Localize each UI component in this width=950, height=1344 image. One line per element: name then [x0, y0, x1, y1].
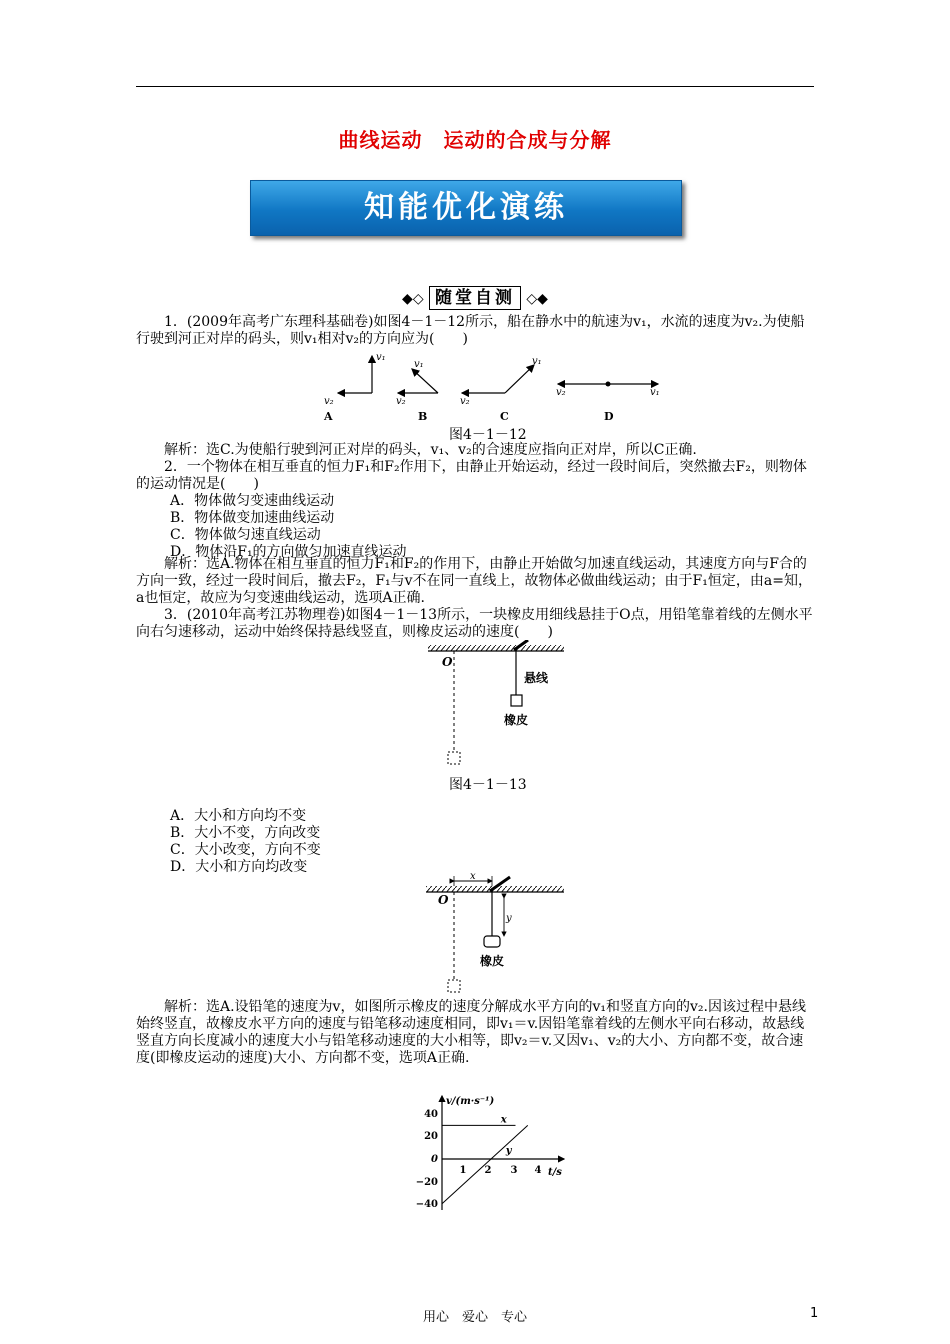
- option-b-v1-label: v₁: [414, 359, 424, 370]
- question-3: 3．(2010年高考江苏物理卷)如图4－1－13所示，一块橡皮用细线悬挂于O点，用铅笔靠着线的左侧水平向右匀速移动，运动中始终保持悬线竖直，则橡皮运动的速度( ): [136, 607, 813, 640]
- ceiling-hatch: [428, 645, 564, 651]
- option-c-v1-arrow: [505, 365, 534, 393]
- origin-label: O: [442, 655, 453, 669]
- q2-option-d: D．物体沿F₁的方向做匀加速直线运动: [170, 544, 407, 560]
- option-d-label: D: [604, 410, 614, 423]
- figure-caption-13: 图4－1－13: [449, 777, 527, 793]
- option-b-v2-label: v₂: [396, 396, 406, 407]
- origin-label-2: O: [438, 893, 449, 907]
- diamond-icon: ◆◇: [402, 291, 424, 307]
- eraser-box: [511, 695, 522, 706]
- y-tick-0: 0: [431, 1154, 438, 1165]
- question-2: 2．一个物体在相互垂直的恒力F₁和F₂作用下，由静止开始运动，经过一段时间后，突然撤去F₂，则物体的运动情况是( ): [136, 459, 807, 492]
- answer-3: 解析：选A.设铅笔的速度为v，如图所示橡皮的速度分解成水平方向的v₁和竖直方向的v₂.因该过程中悬线始终竖直，故橡皮水平方向的速度与铅笔移动速度相同，即v₁＝v.因铅笔靠着线的左侧水平向右移动，故悬线竖直方向长度减小的速度大小与铅笔移动速度的大小相等，即v₂＝v.又因v₁、v₂的大小、方向都不变，故合速度(即橡皮运动的速度)大小、方向都不变，选项A正确.: [136, 999, 806, 1066]
- option-c-v1-label: v₁: [532, 356, 542, 367]
- x-tick-2: 3: [510, 1165, 518, 1176]
- option-b-v1-arrow: [412, 369, 438, 393]
- option-d-v2-label: v₂: [556, 387, 566, 398]
- header-rule: [136, 86, 814, 87]
- eraser-box-2: [484, 936, 500, 947]
- section-banner: 知能优化演练: [250, 180, 682, 236]
- diamond-icon: ◇◆: [526, 291, 548, 307]
- eraser-dashed-box: [448, 752, 460, 764]
- q3-option-d: D．大小和方向均改变: [170, 859, 308, 875]
- q3-option-a: A．大小和方向均不变: [170, 808, 307, 824]
- answer-2: 解析：选A.物体在相互垂直的恒力F₁和F₂的作用下，由静止开始做匀加速直线运动，其速度方向与F合的方向一致，经过一段时间后，撤去F₂，F₁与v不在同一直线上，故物体必做曲线运动；由于F₁恒定，由a=知，a也恒定，故应为匀变速曲线运动，选项A正确.: [136, 556, 812, 606]
- figure-decomposition: [420, 870, 570, 1000]
- q2-option-b: B．物体做变加速曲线运动: [170, 510, 335, 526]
- y-label: y: [506, 913, 512, 924]
- option-d-point: [606, 382, 611, 387]
- chart-ylabel: v/(m·s⁻¹): [446, 1096, 495, 1107]
- q3-option-b: B．大小不变，方向改变: [170, 825, 321, 841]
- page-number: 1: [810, 1306, 819, 1321]
- eraser-dashed-box-2: [448, 980, 460, 992]
- y-tick-neg20: −20: [415, 1177, 438, 1188]
- q2-option-c: C．物体做匀速直线运动: [170, 527, 321, 543]
- q2-option-a: A．物体做匀变速曲线运动: [170, 493, 335, 509]
- q3-option-c: C．大小改变，方向不变: [170, 842, 321, 858]
- x-label: x: [470, 871, 476, 882]
- y-tick-20: 20: [424, 1131, 438, 1142]
- series-y-label: y: [505, 1145, 512, 1157]
- answer-1: 解析：选C.为使船行驶到河正对岸的码头，v₁、v₂的合速度应指向正对岸，所以C正确.: [164, 442, 697, 458]
- figure-4-1-12: [310, 352, 690, 427]
- y-tick-40: 40: [424, 1109, 438, 1120]
- option-d-v1-label: v₁: [650, 387, 660, 398]
- series-x-label: x: [500, 1114, 507, 1126]
- question-1: 1．(2009年高考广东理科基础卷)如图4－1－12所示，船在静水中的航速为v₁，水流的速度为v₂.为使船行驶到河正对岸的码头，则v₁相对v₂的方向应为( ): [136, 314, 805, 347]
- x-tick-1: 2: [484, 1165, 492, 1176]
- footer-text: 用心 爱心 专心: [422, 1310, 527, 1325]
- y-tick-neg40: −40: [415, 1199, 438, 1210]
- line-label: 悬线: [524, 671, 549, 685]
- option-a-v2-label: v₂: [324, 396, 334, 407]
- figure-4-1-13: [420, 640, 570, 780]
- option-b-label: B: [418, 410, 428, 423]
- x-tick-0: 1: [459, 1165, 467, 1176]
- option-c-label: C: [500, 410, 509, 423]
- x-tick-3: 4: [534, 1165, 542, 1176]
- option-c-v2-label: v₂: [460, 396, 470, 407]
- section-heading-label: 随堂自测: [429, 286, 521, 310]
- eraser-label: 橡皮: [504, 713, 529, 727]
- vt-chart: [410, 1092, 570, 1212]
- eraser-label-2: 橡皮: [480, 954, 505, 968]
- option-a-v1-label: v₁: [376, 352, 386, 363]
- section-heading: [0, 286, 950, 310]
- page-title: 曲线运动 运动的合成与分解: [338, 128, 612, 152]
- chart-xlabel: t/s: [548, 1167, 562, 1178]
- figure-caption-12: 图4－1－12: [449, 427, 527, 443]
- option-a-label: A: [324, 410, 333, 423]
